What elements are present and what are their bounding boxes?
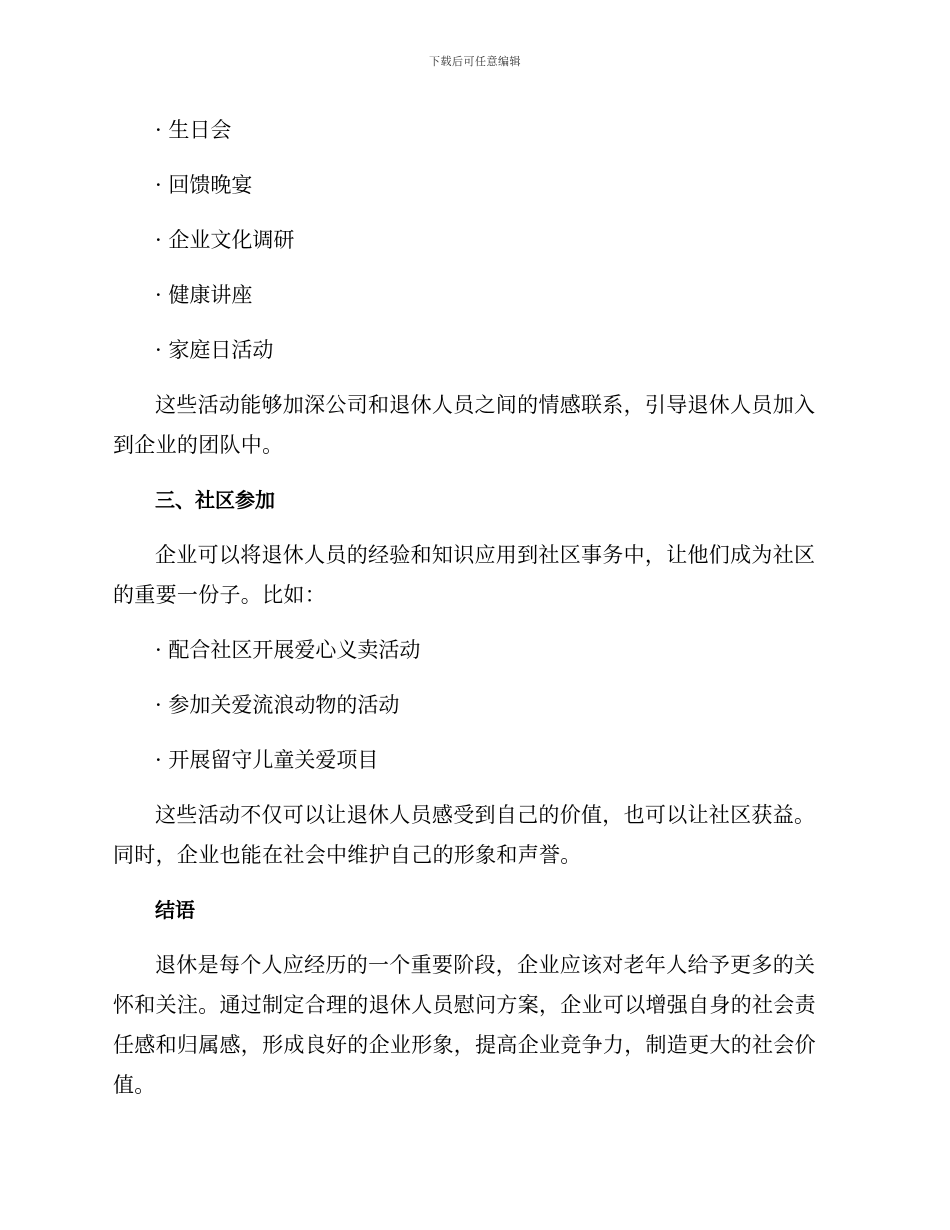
list-item: · 家庭日活动 [155, 338, 274, 362]
section-heading: 三、社区参加 [155, 488, 275, 512]
list-item: · 参加关爱流浪动物的活动 [155, 693, 400, 717]
list-item: · 生日会 [155, 118, 232, 142]
document-body [113, 110, 833, 1120]
list-item: · 开展留守儿童关爱项目 [155, 748, 379, 772]
paragraph: 退休是每个人应经历的一个重要阶段，企业应该对老年人给予更多的关怀和关注。通过制定合理的退休人员慰问方案，企业可以增强自身的社会责任感和归属感，形成良好的企业形象，提高企业竞争力，制造更大的社会价值。 [113, 953, 816, 1097]
list-item: · 配合社区开展爱心义卖活动 [155, 638, 421, 662]
paragraph: 企业可以将退休人员的经验和知识应用到社区事务中，让他们成为社区的重要一份子。比如： [113, 543, 816, 607]
list-item: · 健康讲座 [155, 283, 253, 307]
list-item: · 企业文化调研 [155, 228, 295, 252]
paragraph: 这些活动能够加深公司和退休人员之间的情感联系，引导退休人员加入到企业的团队中。 [113, 393, 816, 457]
list-item: · 回馈晚宴 [155, 173, 253, 197]
section-heading: 结语 [155, 898, 195, 922]
page-header: 下载后可任意编辑 [429, 55, 521, 68]
paragraph: 这些活动不仅可以让退休人员感受到自己的价值，也可以让社区获益。同时，企业也能在社会中维护自己的形象和声誉。 [113, 803, 816, 867]
